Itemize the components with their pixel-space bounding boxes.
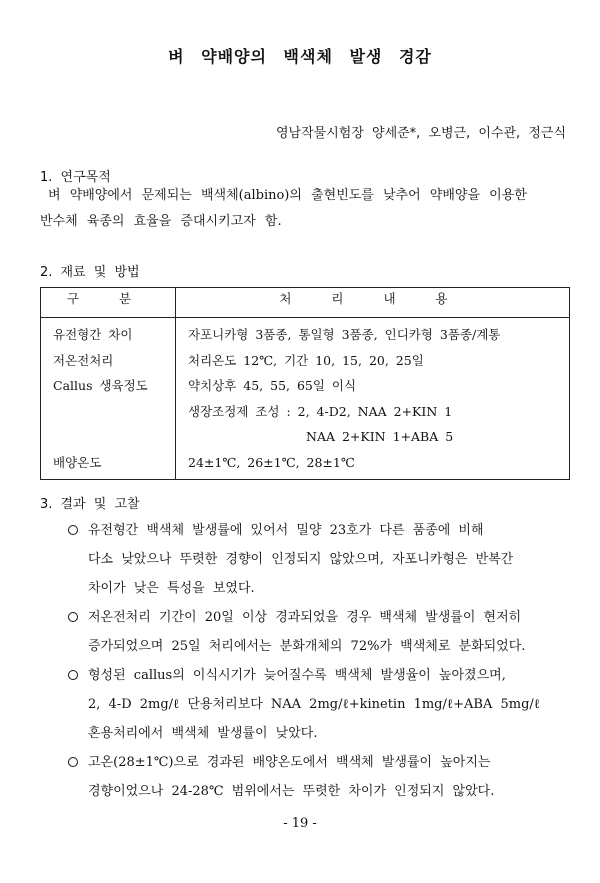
table-cell: 생장조정제 조성 : 2, 4-D2, NAA 2+KIN 1 xyxy=(188,403,453,419)
table-cell: 약치상후 45, 55, 65일 이식 xyxy=(188,378,357,393)
result-line: 다소 낮았으나 뚜렷한 경향이 인정되지 않았으며, 자포니카형은 반복간 xyxy=(88,552,514,567)
result-item xyxy=(40,516,572,603)
result-line: 형성된 callus의 이식시기가 늦어질수록 백색체 발생율이 높아졌으며, xyxy=(88,668,506,683)
circle-bullet-icon xyxy=(68,612,78,622)
section1-line-2: 반수체 육종의 효율을 증대시키고자 함. xyxy=(40,214,282,229)
document-title: 벼 약배양의 백색체 발생 경감 xyxy=(168,47,432,66)
table-cell: 처리온도 12℃, 기간 10, 15, 20, 25일 xyxy=(188,352,424,368)
result-item xyxy=(40,748,572,806)
table-col-category xyxy=(41,318,176,480)
result-line: 2, 4-D 2mg/ℓ 단용처리보다 NAA 2mg/ℓ+kinetin 1mg/ℓ+ABA 5mg/ℓ xyxy=(88,697,540,712)
section1-body xyxy=(40,183,570,235)
methods-table xyxy=(40,287,570,480)
section3-heading: 3. 결과 및 고찰 xyxy=(40,497,140,512)
authors-line: 영남작물시험장 양세준*, 오병근, 이수관, 정근식 xyxy=(275,126,566,141)
table-cell xyxy=(53,424,167,450)
table-header-row xyxy=(41,288,570,318)
results-list xyxy=(40,516,572,806)
table-body-row xyxy=(41,318,570,480)
result-line: 고온(28±1℃)으로 경과된 배양온도에서 백색체 발생률이 높아지는 xyxy=(88,755,491,770)
table-cell: 배양온도 xyxy=(53,454,102,470)
table-cell xyxy=(53,399,167,425)
circle-bullet-icon xyxy=(68,525,78,535)
result-line: 경향이었으나 24-28℃ 범위에서는 뚜렷한 차이가 인정되지 않았다. xyxy=(88,784,495,799)
page-number: - 19 - xyxy=(283,816,317,831)
table-header-category: 구 분 xyxy=(41,288,176,318)
circle-bullet-icon xyxy=(68,757,78,767)
result-line: 저온전처리 기간이 20일 이상 경과되었을 경우 백색체 발생률이 현저히 xyxy=(88,610,522,625)
section2-heading: 2. 재료 및 방법 xyxy=(40,265,140,280)
table-col-contents xyxy=(176,318,570,480)
table-cell: 유전형간 차이 xyxy=(53,327,133,342)
circle-bullet-icon xyxy=(68,670,78,680)
result-line: 유전형간 백색체 발생률에 있어서 밀양 23호가 다른 품종에 비해 xyxy=(88,523,484,538)
section1-heading: 1. 연구목적 xyxy=(40,170,111,185)
table-cell: 저온전처리 xyxy=(53,352,114,368)
table-cell: 자포니카형 3품종, 통일형 3품종, 인디카형 3품종/계통 xyxy=(188,327,501,342)
result-line: 증가되었으며 25일 처리에서는 분화개체의 72%가 백색체로 분화되었다. xyxy=(88,639,526,654)
table-cell: Callus 생육정도 xyxy=(53,378,148,393)
result-item xyxy=(40,661,572,748)
result-item xyxy=(40,603,572,661)
table-header-contents: 처 리 내 용 xyxy=(176,288,570,318)
section1-line-1: 벼 약배양에서 문제되는 백색체(albino)의 출현빈도를 낮추어 약배양을 이용한 xyxy=(48,188,527,203)
table-cell: 24±1℃, 26±1℃, 28±1℃ xyxy=(188,454,355,470)
result-line: 혼용처리에서 백색체 발생률이 낮았다. xyxy=(88,726,318,741)
table-cell: NAA 2+KIN 1+ABA 5 xyxy=(306,429,454,444)
result-line: 차이가 낮은 특성을 보였다. xyxy=(88,581,255,596)
